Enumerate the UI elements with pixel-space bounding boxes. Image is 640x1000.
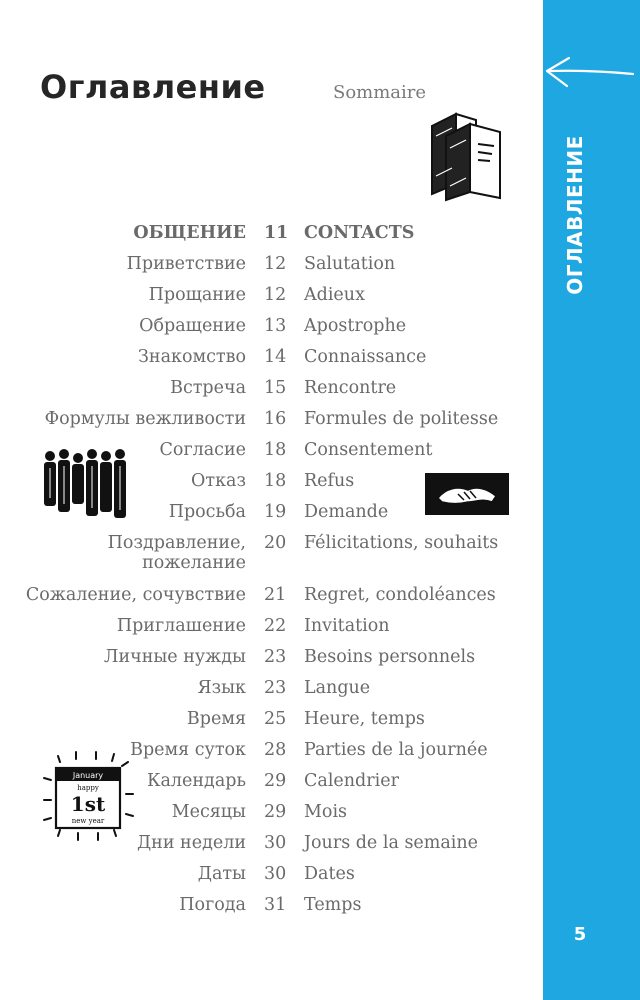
page-title: Оглавление [40, 68, 266, 106]
toc-entry-fr: Regret, condoléances [304, 585, 496, 605]
toc-entry-page: 28 [264, 740, 287, 760]
toc-entry-page: 30 [264, 833, 287, 853]
toc-entry-ru: Приветствие [126, 254, 246, 274]
toc-entry[interactable] [0, 615, 540, 637]
toc-entry-ru: Дни недели [136, 833, 246, 853]
toc-entry-ru: Язык [197, 678, 246, 698]
toc-entry[interactable] [0, 770, 540, 792]
toc-entry[interactable] [0, 470, 540, 492]
toc-entry-fr: Félicitations, souhaits [304, 533, 499, 553]
toc-entry-fr: Adieux [304, 285, 365, 305]
toc-entry[interactable] [0, 739, 540, 761]
toc-entry[interactable] [0, 439, 540, 461]
toc-entry[interactable] [0, 408, 540, 430]
page-subtitle: Sommaire [333, 82, 427, 103]
toc-entry-ru: Личные нужды [103, 647, 246, 667]
toc-entry-fr: Refus [304, 471, 355, 491]
toc-entry-page: 23 [264, 647, 287, 667]
toc-entry-page: 23 [264, 678, 287, 698]
toc-entry-ru: Отказ [191, 471, 246, 491]
toc-entry-page: 12 [264, 254, 287, 274]
toc-entry-page: 22 [264, 616, 287, 636]
toc-entry-ru: Встреча [170, 378, 246, 398]
toc-entry-fr: Dates [304, 864, 355, 884]
toc-entry-page: 31 [264, 895, 287, 915]
toc-entry-fr: Temps [304, 895, 362, 915]
toc-entry[interactable] [0, 377, 540, 399]
toc-entry-ru: Приглашение [116, 616, 246, 636]
toc-section-page: 11 [264, 223, 289, 243]
toc-entry-page: 21 [264, 585, 287, 605]
toc-entry-fr: Connaissance [304, 347, 427, 367]
toc-entry-page: 19 [264, 502, 287, 522]
toc-entry-page: 18 [264, 440, 287, 460]
toc-entry[interactable] [0, 677, 540, 699]
toc-entry[interactable] [0, 532, 540, 576]
toc-entry-fr: Besoins personnels [304, 647, 476, 667]
toc-section-ru: ОБЩЕНИЕ [133, 223, 246, 243]
toc-entry-fr: Rencontre [304, 378, 397, 398]
toc-entry[interactable] [0, 646, 540, 668]
toc-entry-ru: Сожаление, сочувствие [25, 585, 246, 605]
toc-entry-fr: Mois [304, 802, 348, 822]
toc-entry-page: 25 [264, 709, 287, 729]
toc-entry[interactable] [0, 863, 540, 885]
toc-entry[interactable] [0, 315, 540, 337]
toc-entry-ru: Поздравление, [107, 533, 246, 553]
toc-entry-page: 20 [264, 533, 287, 553]
toc-entry-fr: Calendrier [304, 771, 399, 791]
arrow-left-icon [543, 52, 640, 96]
toc-entry-ru: Просьба [168, 502, 246, 522]
toc-entry-fr: Parties de la journée [304, 740, 488, 760]
toc-entry-page: 29 [264, 771, 287, 791]
calendar-line2-label: happy [77, 784, 99, 792]
toc-entry-fr: Jours de la semaine [304, 833, 479, 853]
toc-entry-ru: Время [186, 709, 246, 729]
toc-entry-ru: Месяцы [171, 802, 246, 822]
toc-entry-fr: Formules de politesse [304, 409, 499, 429]
toc-entry-page: 14 [264, 347, 287, 367]
toc-entry[interactable] [0, 832, 540, 854]
toc-entry[interactable] [0, 894, 540, 916]
toc-entry-ru: Знакомство [138, 347, 246, 367]
calendar-icon [40, 748, 136, 844]
toc-entry-page: 13 [264, 316, 287, 336]
toc-entry[interactable] [0, 801, 540, 823]
toc-entry-fr: Invitation [304, 616, 390, 636]
toc-entry-ru-line2: пожелание [142, 553, 246, 573]
toc-entry[interactable] [0, 584, 540, 606]
toc-entry-ru: Погода [179, 895, 246, 915]
toc-entry-ru: Календарь [146, 771, 246, 791]
calendar-month-label: January [72, 771, 104, 780]
toc-entry-ru: Прощание [148, 285, 246, 305]
toc-entry[interactable] [0, 253, 540, 275]
toc-entry-fr: Salutation [304, 254, 396, 274]
toc-entry[interactable] [0, 284, 540, 306]
toc-entry-fr: Consentement [304, 440, 433, 460]
toc-entry-page: 30 [264, 864, 287, 884]
calendar-day-label: 1st [70, 792, 106, 816]
toc-entry-fr: Langue [304, 678, 371, 698]
toc-entry-ru: Время суток [130, 740, 246, 760]
books-icon [426, 106, 510, 202]
toc-entry-page: 29 [264, 802, 287, 822]
toc-section-fr: CONTACTS [304, 223, 415, 243]
toc-entry[interactable] [0, 501, 540, 523]
toc-section-heading [0, 222, 540, 244]
toc-entry-ru: Обращение [139, 316, 246, 336]
toc-entry[interactable] [0, 708, 540, 730]
toc-entry-fr: Demande [304, 502, 389, 522]
toc-entry-ru: Согласие [159, 440, 246, 460]
toc-entry-page: 16 [264, 409, 287, 429]
toc-entry-fr: Heure, temps [304, 709, 425, 729]
calendar-line4-label: new year [71, 817, 105, 825]
toc-entry-ru: Формулы вежливости [44, 409, 246, 429]
toc-entry-fr: Apostrophe [304, 316, 407, 336]
toc-entry-page: 15 [264, 378, 287, 398]
toc-entry-page: 18 [264, 471, 287, 491]
toc-entry-ru: Даты [197, 864, 246, 884]
sidebar-title: ОГЛАВЛЕНИЕ [563, 135, 587, 295]
page-number: 5 [573, 924, 587, 945]
toc-entry[interactable] [0, 346, 540, 368]
toc-entry-page: 12 [264, 285, 287, 305]
